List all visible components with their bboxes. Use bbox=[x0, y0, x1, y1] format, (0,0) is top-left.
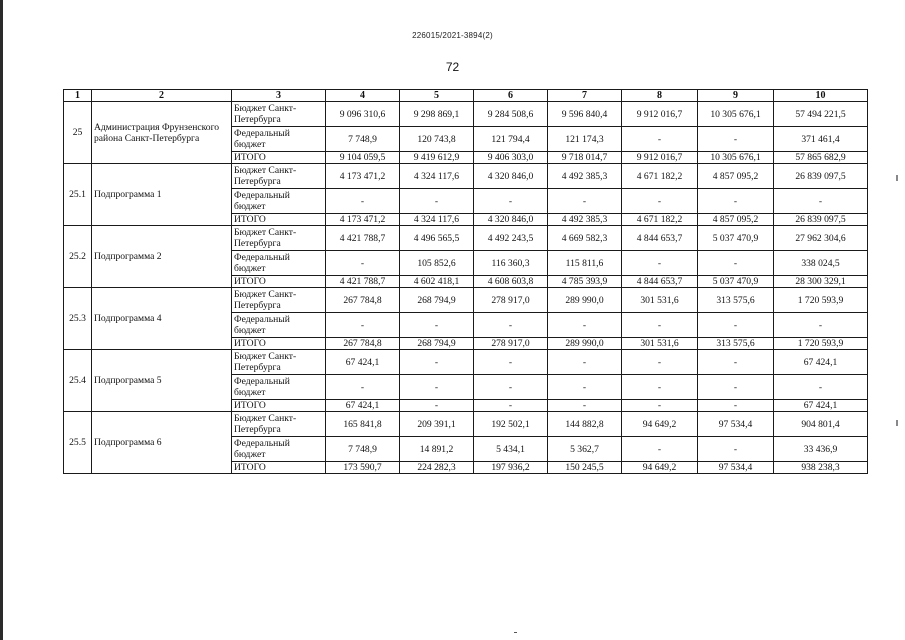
year-value: - bbox=[622, 437, 698, 462]
year-value: - bbox=[622, 251, 698, 276]
year-value: 224 282,3 bbox=[400, 462, 474, 474]
year-value: - bbox=[698, 437, 774, 462]
year-value: 4 421 788,7 bbox=[326, 276, 400, 288]
total-value: 338 024,5 bbox=[774, 251, 868, 276]
year-value: 4 324 117,6 bbox=[400, 214, 474, 226]
year-value: - bbox=[474, 189, 548, 214]
year-value: 9 912 016,7 bbox=[622, 102, 698, 127]
year-value: - bbox=[400, 189, 474, 214]
total-value: 904 801,4 bbox=[774, 412, 868, 437]
total-value: 371 461,4 bbox=[774, 127, 868, 152]
total-value: 57 865 682,9 bbox=[774, 152, 868, 164]
year-value: 4 844 653,7 bbox=[622, 226, 698, 251]
header-cell: 1 bbox=[64, 90, 92, 102]
year-value: 120 743,8 bbox=[400, 127, 474, 152]
year-value: 268 794,9 bbox=[400, 338, 474, 350]
year-value: 9 096 310,6 bbox=[326, 102, 400, 127]
year-value: - bbox=[622, 127, 698, 152]
year-value: 4 173 471,2 bbox=[326, 214, 400, 226]
header-cell: 10 bbox=[774, 90, 868, 102]
funding-source: ИТОГО bbox=[232, 276, 326, 288]
year-value: - bbox=[400, 313, 474, 338]
year-value: 4 857 095,2 bbox=[698, 214, 774, 226]
program-name: Подпрограмма 4 bbox=[92, 288, 232, 350]
year-value: 268 794,9 bbox=[400, 288, 474, 313]
total-value: 27 962 304,6 bbox=[774, 226, 868, 251]
year-value: 94 649,2 bbox=[622, 462, 698, 474]
scan-mark bbox=[514, 632, 517, 633]
year-value: - bbox=[326, 313, 400, 338]
year-value: 9 406 303,0 bbox=[474, 152, 548, 164]
header-row bbox=[64, 90, 868, 102]
total-value: - bbox=[774, 375, 868, 400]
year-value: 165 841,8 bbox=[326, 412, 400, 437]
year-value: 197 936,2 bbox=[474, 462, 548, 474]
year-value: - bbox=[400, 400, 474, 412]
year-value: - bbox=[698, 189, 774, 214]
budget-table bbox=[63, 89, 868, 474]
year-value: - bbox=[548, 189, 622, 214]
year-value: - bbox=[698, 313, 774, 338]
year-value: - bbox=[548, 375, 622, 400]
program-name: Подпрограмма 1 bbox=[92, 164, 232, 226]
year-value: 4 785 393,9 bbox=[548, 276, 622, 288]
year-value: 5 037 470,9 bbox=[698, 276, 774, 288]
year-value: 313 575,6 bbox=[698, 338, 774, 350]
year-value: - bbox=[400, 375, 474, 400]
table-row bbox=[64, 226, 868, 251]
year-value: 9 419 612,9 bbox=[400, 152, 474, 164]
funding-source: Бюджет Санкт-Петербурга bbox=[232, 350, 326, 375]
funding-source: Федеральный бюджет bbox=[232, 437, 326, 462]
total-value: 1 720 593,9 bbox=[774, 288, 868, 313]
year-value: - bbox=[622, 400, 698, 412]
total-value: 26 839 097,5 bbox=[774, 164, 868, 189]
year-value: 289 990,0 bbox=[548, 338, 622, 350]
total-value: 1 720 593,9 bbox=[774, 338, 868, 350]
year-value: 121 174,3 bbox=[548, 127, 622, 152]
table-row bbox=[64, 350, 868, 375]
year-value: 267 784,8 bbox=[326, 288, 400, 313]
year-value: 7 748,9 bbox=[326, 437, 400, 462]
year-value: 9 104 059,5 bbox=[326, 152, 400, 164]
year-value: 4 320 846,0 bbox=[474, 214, 548, 226]
funding-source: ИТОГО bbox=[232, 400, 326, 412]
year-value: 116 360,3 bbox=[474, 251, 548, 276]
year-value: 150 245,5 bbox=[548, 462, 622, 474]
program-name: Подпрограмма 5 bbox=[92, 350, 232, 412]
program-name: Подпрограмма 6 bbox=[92, 412, 232, 474]
document-code: 226015/2021-3894(2) bbox=[412, 31, 493, 40]
year-value: - bbox=[548, 350, 622, 375]
year-value: 4 671 182,2 bbox=[622, 214, 698, 226]
year-value: 301 531,6 bbox=[622, 288, 698, 313]
year-value: 9 718 014,7 bbox=[548, 152, 622, 164]
total-value: 67 424,1 bbox=[774, 400, 868, 412]
year-value: 5 037 470,9 bbox=[698, 226, 774, 251]
funding-source: Бюджет Санкт-Петербурга bbox=[232, 164, 326, 189]
year-value: 301 531,6 bbox=[622, 338, 698, 350]
year-value: - bbox=[622, 350, 698, 375]
year-value: 9 596 840,4 bbox=[548, 102, 622, 127]
scan-left-edge bbox=[0, 0, 3, 640]
program-name: Подпрограмма 2 bbox=[92, 226, 232, 288]
funding-source: Бюджет Санкт-Петербурга bbox=[232, 412, 326, 437]
year-value: 4 492 385,3 bbox=[548, 164, 622, 189]
year-value: 9 284 508,6 bbox=[474, 102, 548, 127]
year-value: 289 990,0 bbox=[548, 288, 622, 313]
year-value: 4 857 095,2 bbox=[698, 164, 774, 189]
funding-source: Бюджет Санкт-Петербурга bbox=[232, 288, 326, 313]
year-value: - bbox=[548, 313, 622, 338]
year-value: 67 424,1 bbox=[326, 400, 400, 412]
scan-mark bbox=[896, 420, 898, 426]
row-number: 25.2 bbox=[64, 226, 92, 288]
total-value: 33 436,9 bbox=[774, 437, 868, 462]
table-row bbox=[64, 102, 868, 127]
year-value: 7 748,9 bbox=[326, 127, 400, 152]
row-number: 25.5 bbox=[64, 412, 92, 474]
year-value: - bbox=[698, 400, 774, 412]
header-cell: 4 bbox=[326, 90, 400, 102]
year-value: 97 534,4 bbox=[698, 412, 774, 437]
year-value: 4 173 471,2 bbox=[326, 164, 400, 189]
year-value: - bbox=[326, 375, 400, 400]
total-value: 57 494 221,5 bbox=[774, 102, 868, 127]
funding-source: ИТОГО bbox=[232, 152, 326, 164]
header-cell: 7 bbox=[548, 90, 622, 102]
year-value: - bbox=[622, 189, 698, 214]
year-value: 5 362,7 bbox=[548, 437, 622, 462]
year-value: - bbox=[698, 251, 774, 276]
year-value: - bbox=[622, 313, 698, 338]
funding-source: ИТОГО bbox=[232, 214, 326, 226]
year-value: 278 917,0 bbox=[474, 288, 548, 313]
year-value: 97 534,4 bbox=[698, 462, 774, 474]
year-value: - bbox=[474, 313, 548, 338]
total-value: 28 300 329,1 bbox=[774, 276, 868, 288]
year-value: 10 305 676,1 bbox=[698, 102, 774, 127]
year-value: 209 391,1 bbox=[400, 412, 474, 437]
table-row bbox=[64, 412, 868, 437]
table-row bbox=[64, 164, 868, 189]
year-value: - bbox=[474, 400, 548, 412]
year-value: 9 912 016,7 bbox=[622, 152, 698, 164]
header-cell: 3 bbox=[232, 90, 326, 102]
year-value: 4 602 418,1 bbox=[400, 276, 474, 288]
year-value: - bbox=[548, 400, 622, 412]
year-value: 4 324 117,6 bbox=[400, 164, 474, 189]
year-value: - bbox=[622, 375, 698, 400]
total-value: 67 424,1 bbox=[774, 350, 868, 375]
year-value: 115 811,6 bbox=[548, 251, 622, 276]
funding-source: ИТОГО bbox=[232, 338, 326, 350]
program-name: Администрация Фрунзенского района Санкт-Петербурга bbox=[92, 102, 232, 164]
year-value: 173 590,7 bbox=[326, 462, 400, 474]
year-value: 4 844 653,7 bbox=[622, 276, 698, 288]
year-value: 14 891,2 bbox=[400, 437, 474, 462]
year-value: 4 421 788,7 bbox=[326, 226, 400, 251]
year-value: - bbox=[698, 127, 774, 152]
funding-source: Бюджет Санкт-Петербурга bbox=[232, 102, 326, 127]
total-value: - bbox=[774, 189, 868, 214]
year-value: - bbox=[326, 251, 400, 276]
year-value: 5 434,1 bbox=[474, 437, 548, 462]
header-cell: 2 bbox=[92, 90, 232, 102]
year-value: - bbox=[400, 350, 474, 375]
table-body bbox=[64, 102, 868, 474]
year-value: 4 671 182,2 bbox=[622, 164, 698, 189]
total-value: 26 839 097,5 bbox=[774, 214, 868, 226]
funding-source: Бюджет Санкт-Петербурга bbox=[232, 226, 326, 251]
header-cell: 5 bbox=[400, 90, 474, 102]
year-value: - bbox=[474, 350, 548, 375]
year-value: 192 502,1 bbox=[474, 412, 548, 437]
funding-source: Федеральный бюджет bbox=[232, 375, 326, 400]
row-number: 25.3 bbox=[64, 288, 92, 350]
year-value: 121 794,4 bbox=[474, 127, 548, 152]
year-value: - bbox=[474, 375, 548, 400]
header-cell: 9 bbox=[698, 90, 774, 102]
funding-source: Федеральный бюджет bbox=[232, 127, 326, 152]
funding-source: Федеральный бюджет bbox=[232, 313, 326, 338]
total-value: - bbox=[774, 313, 868, 338]
year-value: 4 608 603,8 bbox=[474, 276, 548, 288]
funding-source: ИТОГО bbox=[232, 462, 326, 474]
year-value: 4 496 565,5 bbox=[400, 226, 474, 251]
funding-source: Федеральный бюджет bbox=[232, 251, 326, 276]
year-value: 278 917,0 bbox=[474, 338, 548, 350]
page-number: 72 bbox=[445, 60, 460, 74]
year-value: 10 305 676,1 bbox=[698, 152, 774, 164]
funding-source: Федеральный бюджет bbox=[232, 189, 326, 214]
total-value: 938 238,3 bbox=[774, 462, 868, 474]
year-value: 313 575,6 bbox=[698, 288, 774, 313]
year-value: - bbox=[326, 189, 400, 214]
year-value: 105 852,6 bbox=[400, 251, 474, 276]
row-number: 25.4 bbox=[64, 350, 92, 412]
year-value: - bbox=[698, 375, 774, 400]
year-value: 9 298 869,1 bbox=[400, 102, 474, 127]
year-value: 4 320 846,0 bbox=[474, 164, 548, 189]
year-value: 144 882,8 bbox=[548, 412, 622, 437]
year-value: 4 669 582,3 bbox=[548, 226, 622, 251]
year-value: 267 784,8 bbox=[326, 338, 400, 350]
row-number: 25 bbox=[64, 102, 92, 164]
year-value: 67 424,1 bbox=[326, 350, 400, 375]
year-value: 4 492 243,5 bbox=[474, 226, 548, 251]
table-row bbox=[64, 288, 868, 313]
year-value: 4 492 385,3 bbox=[548, 214, 622, 226]
row-number: 25.1 bbox=[64, 164, 92, 226]
header-cell: 6 bbox=[474, 90, 548, 102]
scan-mark bbox=[896, 175, 898, 181]
year-value: - bbox=[698, 350, 774, 375]
year-value: 94 649,2 bbox=[622, 412, 698, 437]
header-cell: 8 bbox=[622, 90, 698, 102]
